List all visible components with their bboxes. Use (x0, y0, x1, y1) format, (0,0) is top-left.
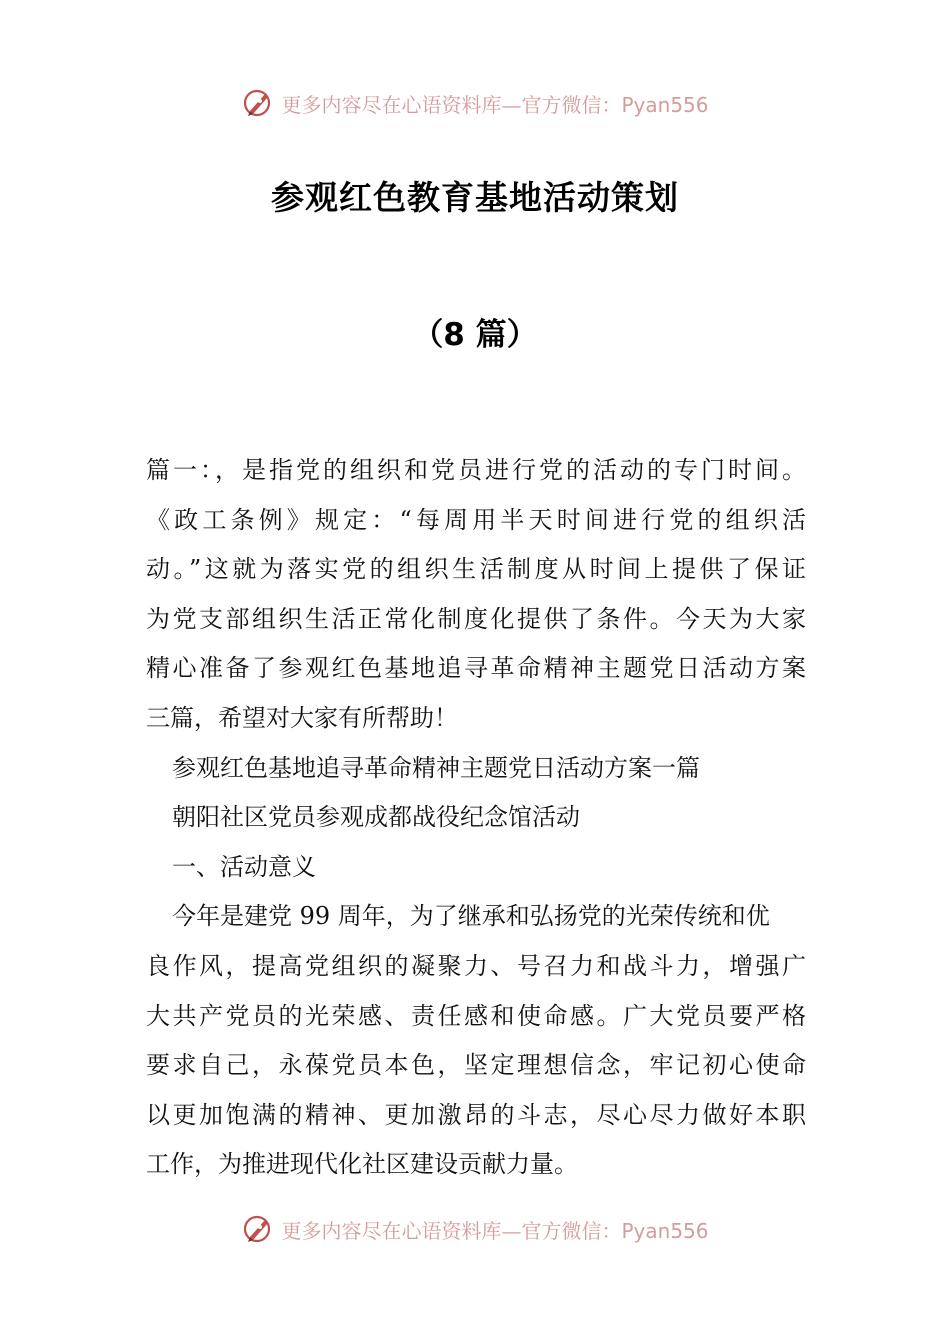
section-heading: 一、活动意义 (172, 852, 316, 881)
section-heading: 朝阳社区党员参观成都战役纪念馆活动 (172, 803, 580, 832)
body-line: 精心准备了参观红色基地追寻革命精神主题党日活动方案 (146, 654, 806, 683)
body-line: 三篇，希望对大家有所帮助！ (146, 703, 458, 732)
watermark-text: 更多内容尽在心语资料库—官方微信：Pyan556 (281, 1218, 709, 1243)
document-subtitle: （8 篇） (412, 317, 538, 353)
section-heading: 参观红色基地追寻革命精神主题党日活动方案一篇 (172, 753, 700, 782)
watermark-text: 更多内容尽在心语资料库—官方微信：Pyan556 (281, 92, 709, 117)
body-line: 工作，为推进现代化社区建设贡献力量。 (146, 1150, 578, 1179)
body-line: 大共产党员的光荣感、责任感和使命感。广大党员要严格 (146, 1001, 806, 1030)
body-line: 以更加饱满的精神、更加激昂的斗志，尽心尽力做好本职 (146, 1100, 806, 1129)
body-line: 今年是建党 99 周年，为了继承和弘扬党的光荣传统和优 (172, 902, 770, 931)
pen-logo-icon (241, 86, 275, 120)
body-line: 要求自己，永葆党员本色，坚定理想信念，牢记初心使命 (146, 1051, 806, 1080)
body-line: 动。”这就为落实党的组织生活制度从时间上提供了保证 (146, 555, 806, 584)
body-line: 篇一：，是指党的组织和党员进行党的活动的专门时间。 (146, 456, 806, 484)
footer-watermark (0, 1209, 950, 1249)
body-line: 良作风，提高党组织的凝聚力、号召力和战斗力，增强广 (146, 951, 806, 980)
pen-logo-icon (241, 1212, 275, 1246)
body-line: 《政工条例》规定：“每周用半天时间进行党的组织活 (146, 505, 806, 534)
header-watermark (0, 83, 950, 123)
document-body (146, 446, 806, 1190)
document-title: 参观红色教育基地活动策划 (271, 178, 679, 217)
body-line: 为党支部组织生活正常化制度化提供了条件。今天为大家 (146, 604, 806, 633)
